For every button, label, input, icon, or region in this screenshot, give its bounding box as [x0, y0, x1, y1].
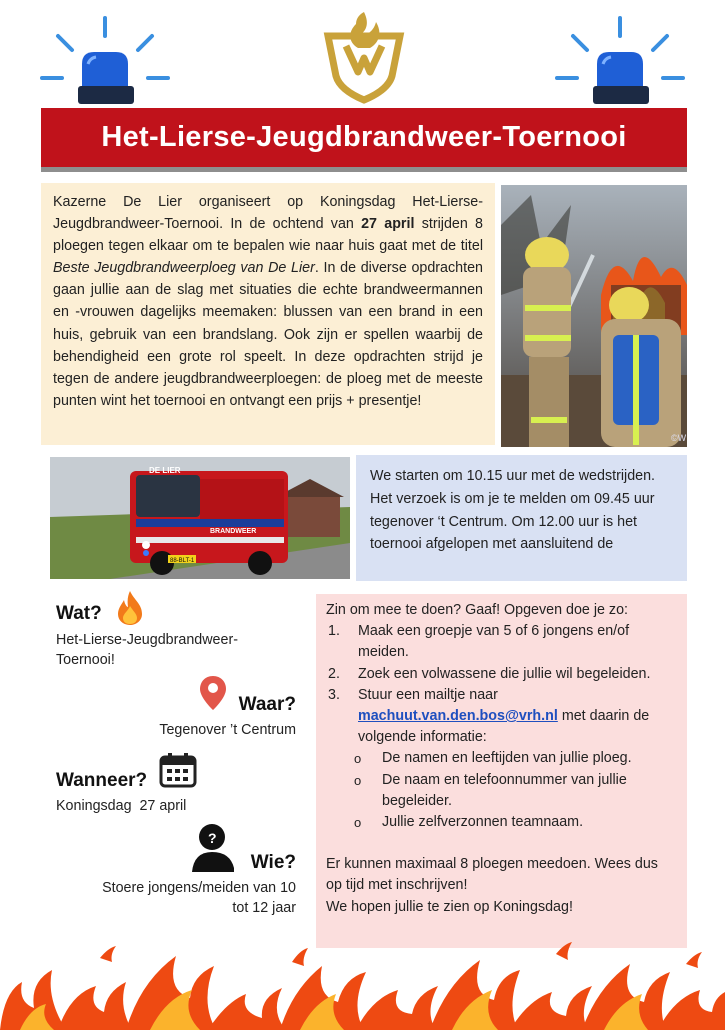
wat-label: Wat? — [56, 603, 102, 624]
intro-text-box — [41, 183, 495, 445]
title-banner — [41, 108, 687, 172]
wanneer-value: Koningsdag 27 april — [56, 798, 187, 814]
fire-truck-photo — [50, 457, 350, 579]
page-title: Het-Lierse-Jeugdbrandweer-Toernooi — [101, 121, 627, 153]
signup-footer-1: Er kunnen maximaal 8 ploegen meedoen. Wees dus op tijd met inschrijven! — [326, 856, 658, 894]
info-bullet — [326, 812, 677, 833]
waar-label: Waar? — [238, 694, 296, 715]
step-number: 2. — [328, 665, 340, 682]
bullet-marker: o — [354, 751, 362, 767]
intro-award-title: Beste Jeugdbrandweerploeg van De Lier — [53, 260, 315, 277]
location-pin-icon — [198, 674, 228, 712]
step-text: Zoek een volwassene die jullie wil begeleiden. — [358, 665, 651, 682]
person-question-icon — [190, 822, 238, 874]
signup-step — [326, 685, 677, 749]
email-link[interactable]: machuut.van.den.bos@vrh.nl — [358, 708, 558, 725]
intro-date: 27 april — [361, 216, 415, 233]
time-info-text: We starten om 10.15 uur met de wedstrijden. Het verzoek is om je te melden om 09.45 uur tegenover ‘t Centrum. Om 12.00 uur is het toernooi afgelopen met aansluitend de — [370, 468, 656, 553]
signup-step — [326, 621, 677, 663]
info-bullet — [326, 770, 677, 812]
waar-value: Tegenover ’t Centrum — [159, 722, 296, 738]
flames-border — [0, 942, 725, 1030]
siren-icon — [38, 14, 174, 110]
time-info-box — [356, 455, 687, 581]
signup-footer-2: We hopen jullie te zien op Koningsdag! — [326, 898, 573, 915]
step-number: 1. — [328, 623, 340, 640]
bullet-text: Jullie zelfverzonnen teamnaam. — [382, 814, 584, 831]
step-text: met daarin de volgende informatie: — [358, 708, 650, 746]
bullet-marker: o — [354, 772, 362, 788]
wanneer-label: Wanneer? — [56, 770, 148, 791]
firefighters-photo — [501, 185, 687, 447]
bullet-text: De naam en telefoonnummer van jullie begeleider. — [382, 771, 627, 809]
truck-side-text: BRANDWEER — [210, 528, 257, 535]
intro-part-3: . In de diverse opdrachten gaan jullie aan de slag met situaties die echte brandweermannen en -vrouwen dagelijks meemaken: blussen van een brand in een huis, gebruik van een brandslang. Ook zijn er spellen waarbij de behendigheid een grote rol speelt. In deze opdrachten strijd je tegen de andere jeugdbrandweerploegen: de ploeg met de meeste punten wint het toernooi en ontvangt een prijs + presentje! — [53, 260, 483, 409]
svg-text:?: ? — [208, 830, 217, 846]
bullet-marker: o — [354, 815, 362, 831]
step-number: 3. — [328, 686, 340, 703]
intro-part-2: strijden 8 ploegen tegen elkaar om te bepalen wie naar huis gaat met de titel — [53, 216, 483, 255]
info-bullet — [326, 748, 677, 769]
photo-watermark: ©W — [671, 433, 687, 443]
signup-step — [326, 664, 677, 685]
bullet-text: De namen en leeftijden van jullie ploeg. — [382, 750, 632, 767]
step-text: Maak een groepje van 5 of 6 jongens en/of meiden. — [358, 623, 630, 661]
wat-value: Het-Lierse-Jeugdbrandweer-Toernooi! — [56, 632, 238, 668]
calendar-icon — [158, 752, 198, 788]
wie-value-line-1: Stoere jongens/meiden van 10 — [102, 880, 296, 896]
signup-intro: Zin om mee te doen? Gaaf! Opgeven doe je zo: — [326, 602, 629, 618]
signup-box — [316, 594, 687, 948]
step-text: Stuur een mailtje naar — [358, 686, 498, 703]
wie-value-line-2: tot 12 jaar — [232, 900, 296, 916]
intro-part-1: Kazerne De Lier organiseert op Koningsdag Het-Lierse-Jeugdbrandweer-Toernooi. In de ochtend van — [53, 194, 483, 233]
truck-plate: 88-BLT-1 — [170, 558, 195, 564]
flame-icon — [116, 590, 144, 626]
siren-icon — [553, 14, 689, 110]
wie-label: Wie? — [250, 852, 296, 873]
truck-cab-text: DE LIER — [149, 466, 181, 475]
brandweer-logo-icon — [318, 6, 410, 104]
